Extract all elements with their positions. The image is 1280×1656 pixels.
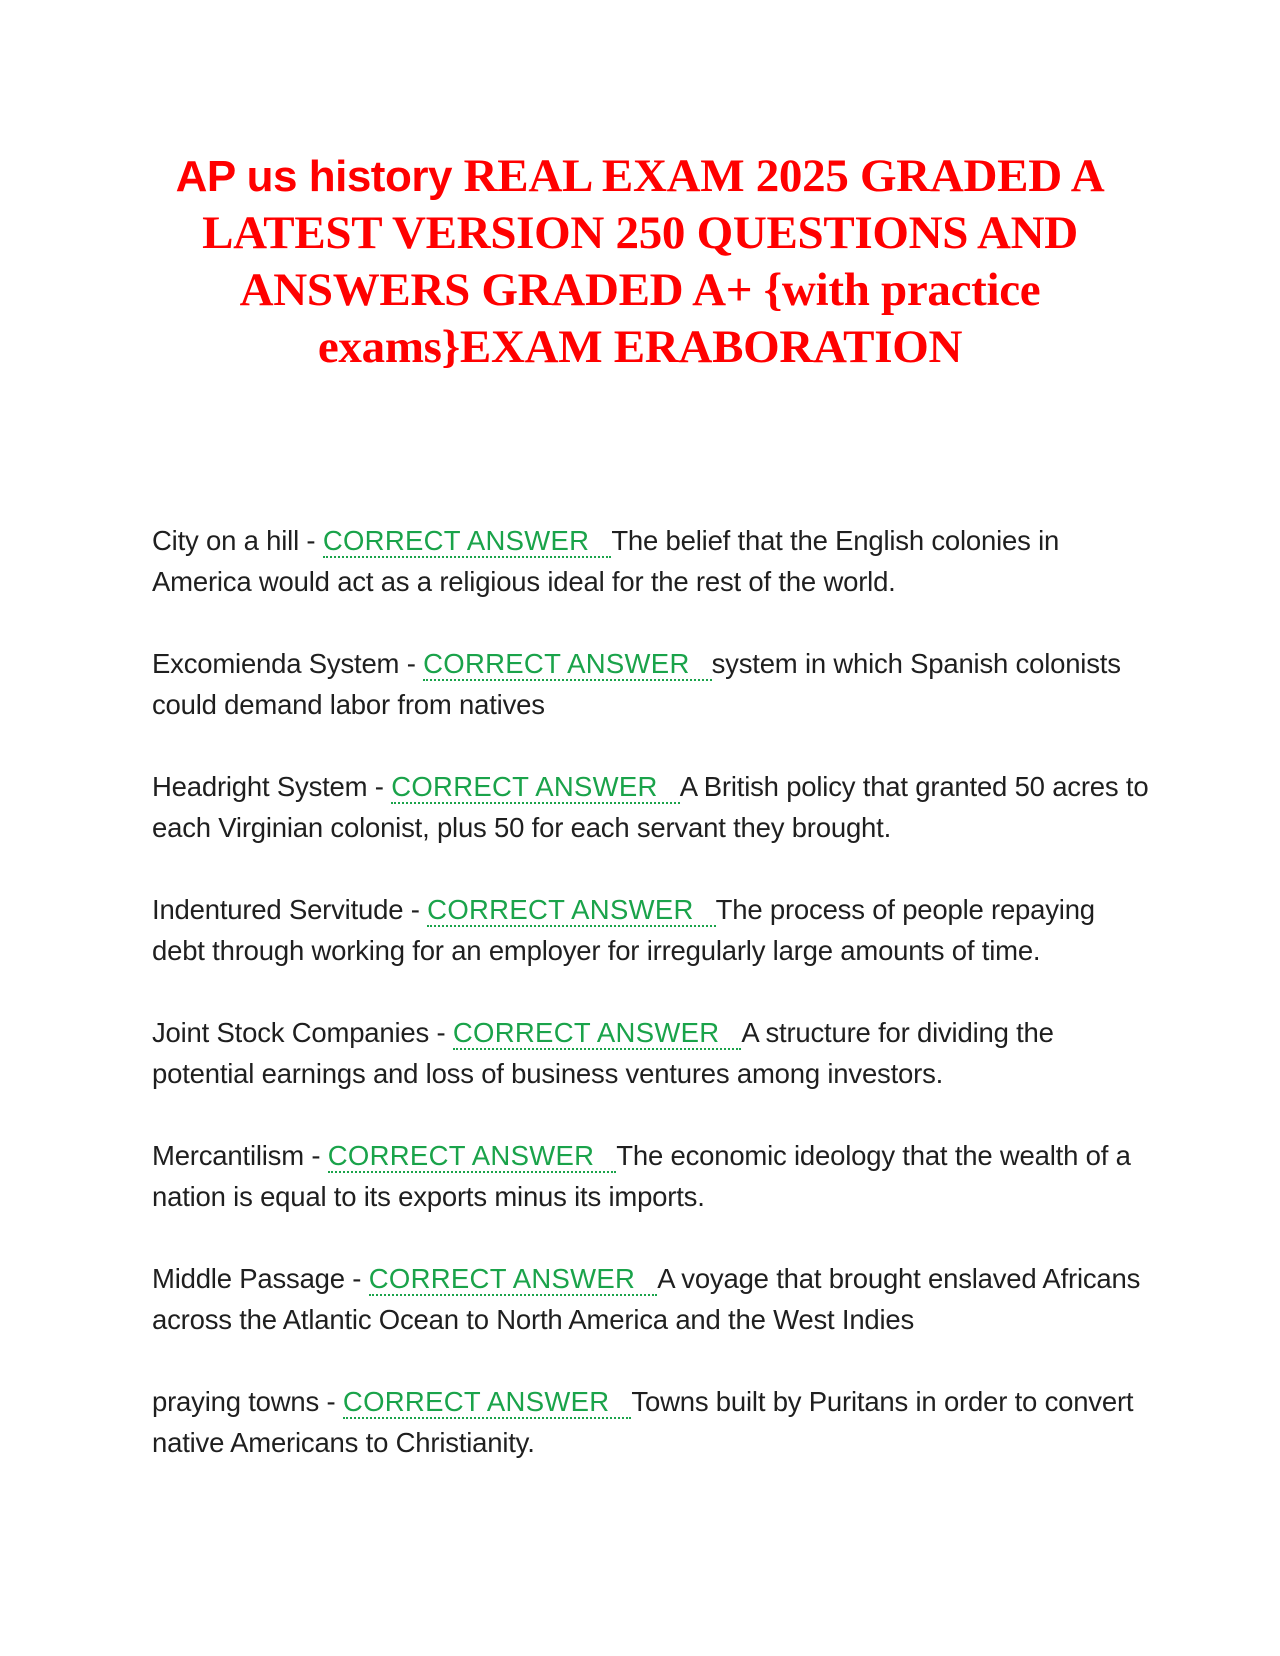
entry-definition: A British policy that granted 50 acres to each Virginian colonist, plus 50 for each servant they brought.	[152, 771, 1149, 843]
qa-entry	[152, 520, 1152, 602]
correct-answer-tag[interactable]: CORRECT ANSWER	[423, 648, 712, 681]
entry-term: Middle Passage -	[152, 1263, 369, 1294]
title-part-serif: REAL EXAM 2025 GRADED A LATEST VERSION 250 QUESTIONS AND ANSWERS GRADED A+ {with practice exams}EXAM ERABORATION	[202, 150, 1105, 373]
qa-entry	[152, 1258, 1152, 1340]
entry-term: Mercantilism -	[152, 1140, 328, 1171]
correct-answer-tag[interactable]: CORRECT ANSWER	[369, 1263, 658, 1296]
entry-definition: The economic ideology that the wealth of a nation is equal to its exports minus its imports.	[152, 1140, 1131, 1212]
qa-entry	[152, 1012, 1152, 1094]
entry-term: Excomienda System -	[152, 648, 424, 679]
qa-entry	[152, 889, 1152, 971]
correct-answer-tag[interactable]: CORRECT ANSWER	[391, 771, 680, 804]
entry-term: Headright System -	[152, 771, 392, 802]
title-part-sans: AP us history	[175, 152, 464, 201]
qa-entry	[152, 643, 1152, 725]
qa-list	[152, 520, 1152, 1504]
entry-definition: system in which Spanish colonists could demand labor from natives	[152, 648, 1121, 720]
entry-term: Indentured Servitude -	[152, 894, 428, 925]
correct-answer-tag[interactable]: CORRECT ANSWER	[328, 1140, 617, 1173]
qa-entry	[152, 1381, 1152, 1463]
entry-definition: A structure for dividing the potential earnings and loss of business ventures among investors.	[152, 1017, 1054, 1089]
entry-definition: A voyage that brought enslaved Africans across the Atlantic Ocean to North America and the West Indies	[152, 1263, 1141, 1335]
entry-definition: The belief that the English colonies in America would act as a religious ideal for the rest of the world.	[152, 525, 1060, 597]
entry-term: praying towns -	[152, 1386, 343, 1417]
correct-answer-tag[interactable]: CORRECT ANSWER	[427, 894, 716, 927]
document-title	[100, 148, 1180, 376]
entry-term: City on a hill -	[152, 525, 323, 556]
entry-definition: Towns built by Puritans in order to convert native Americans to Christianity.	[152, 1386, 1134, 1458]
correct-answer-tag[interactable]: CORRECT ANSWER	[323, 525, 612, 558]
qa-entry	[152, 1135, 1152, 1217]
correct-answer-tag[interactable]: CORRECT ANSWER	[343, 1386, 632, 1419]
qa-entry	[152, 766, 1152, 848]
entry-definition: The process of people repaying debt through working for an employer for irregularly large amounts of time.	[152, 894, 1095, 966]
entry-term: Joint Stock Companies -	[152, 1017, 453, 1048]
correct-answer-tag[interactable]: CORRECT ANSWER	[453, 1017, 742, 1050]
